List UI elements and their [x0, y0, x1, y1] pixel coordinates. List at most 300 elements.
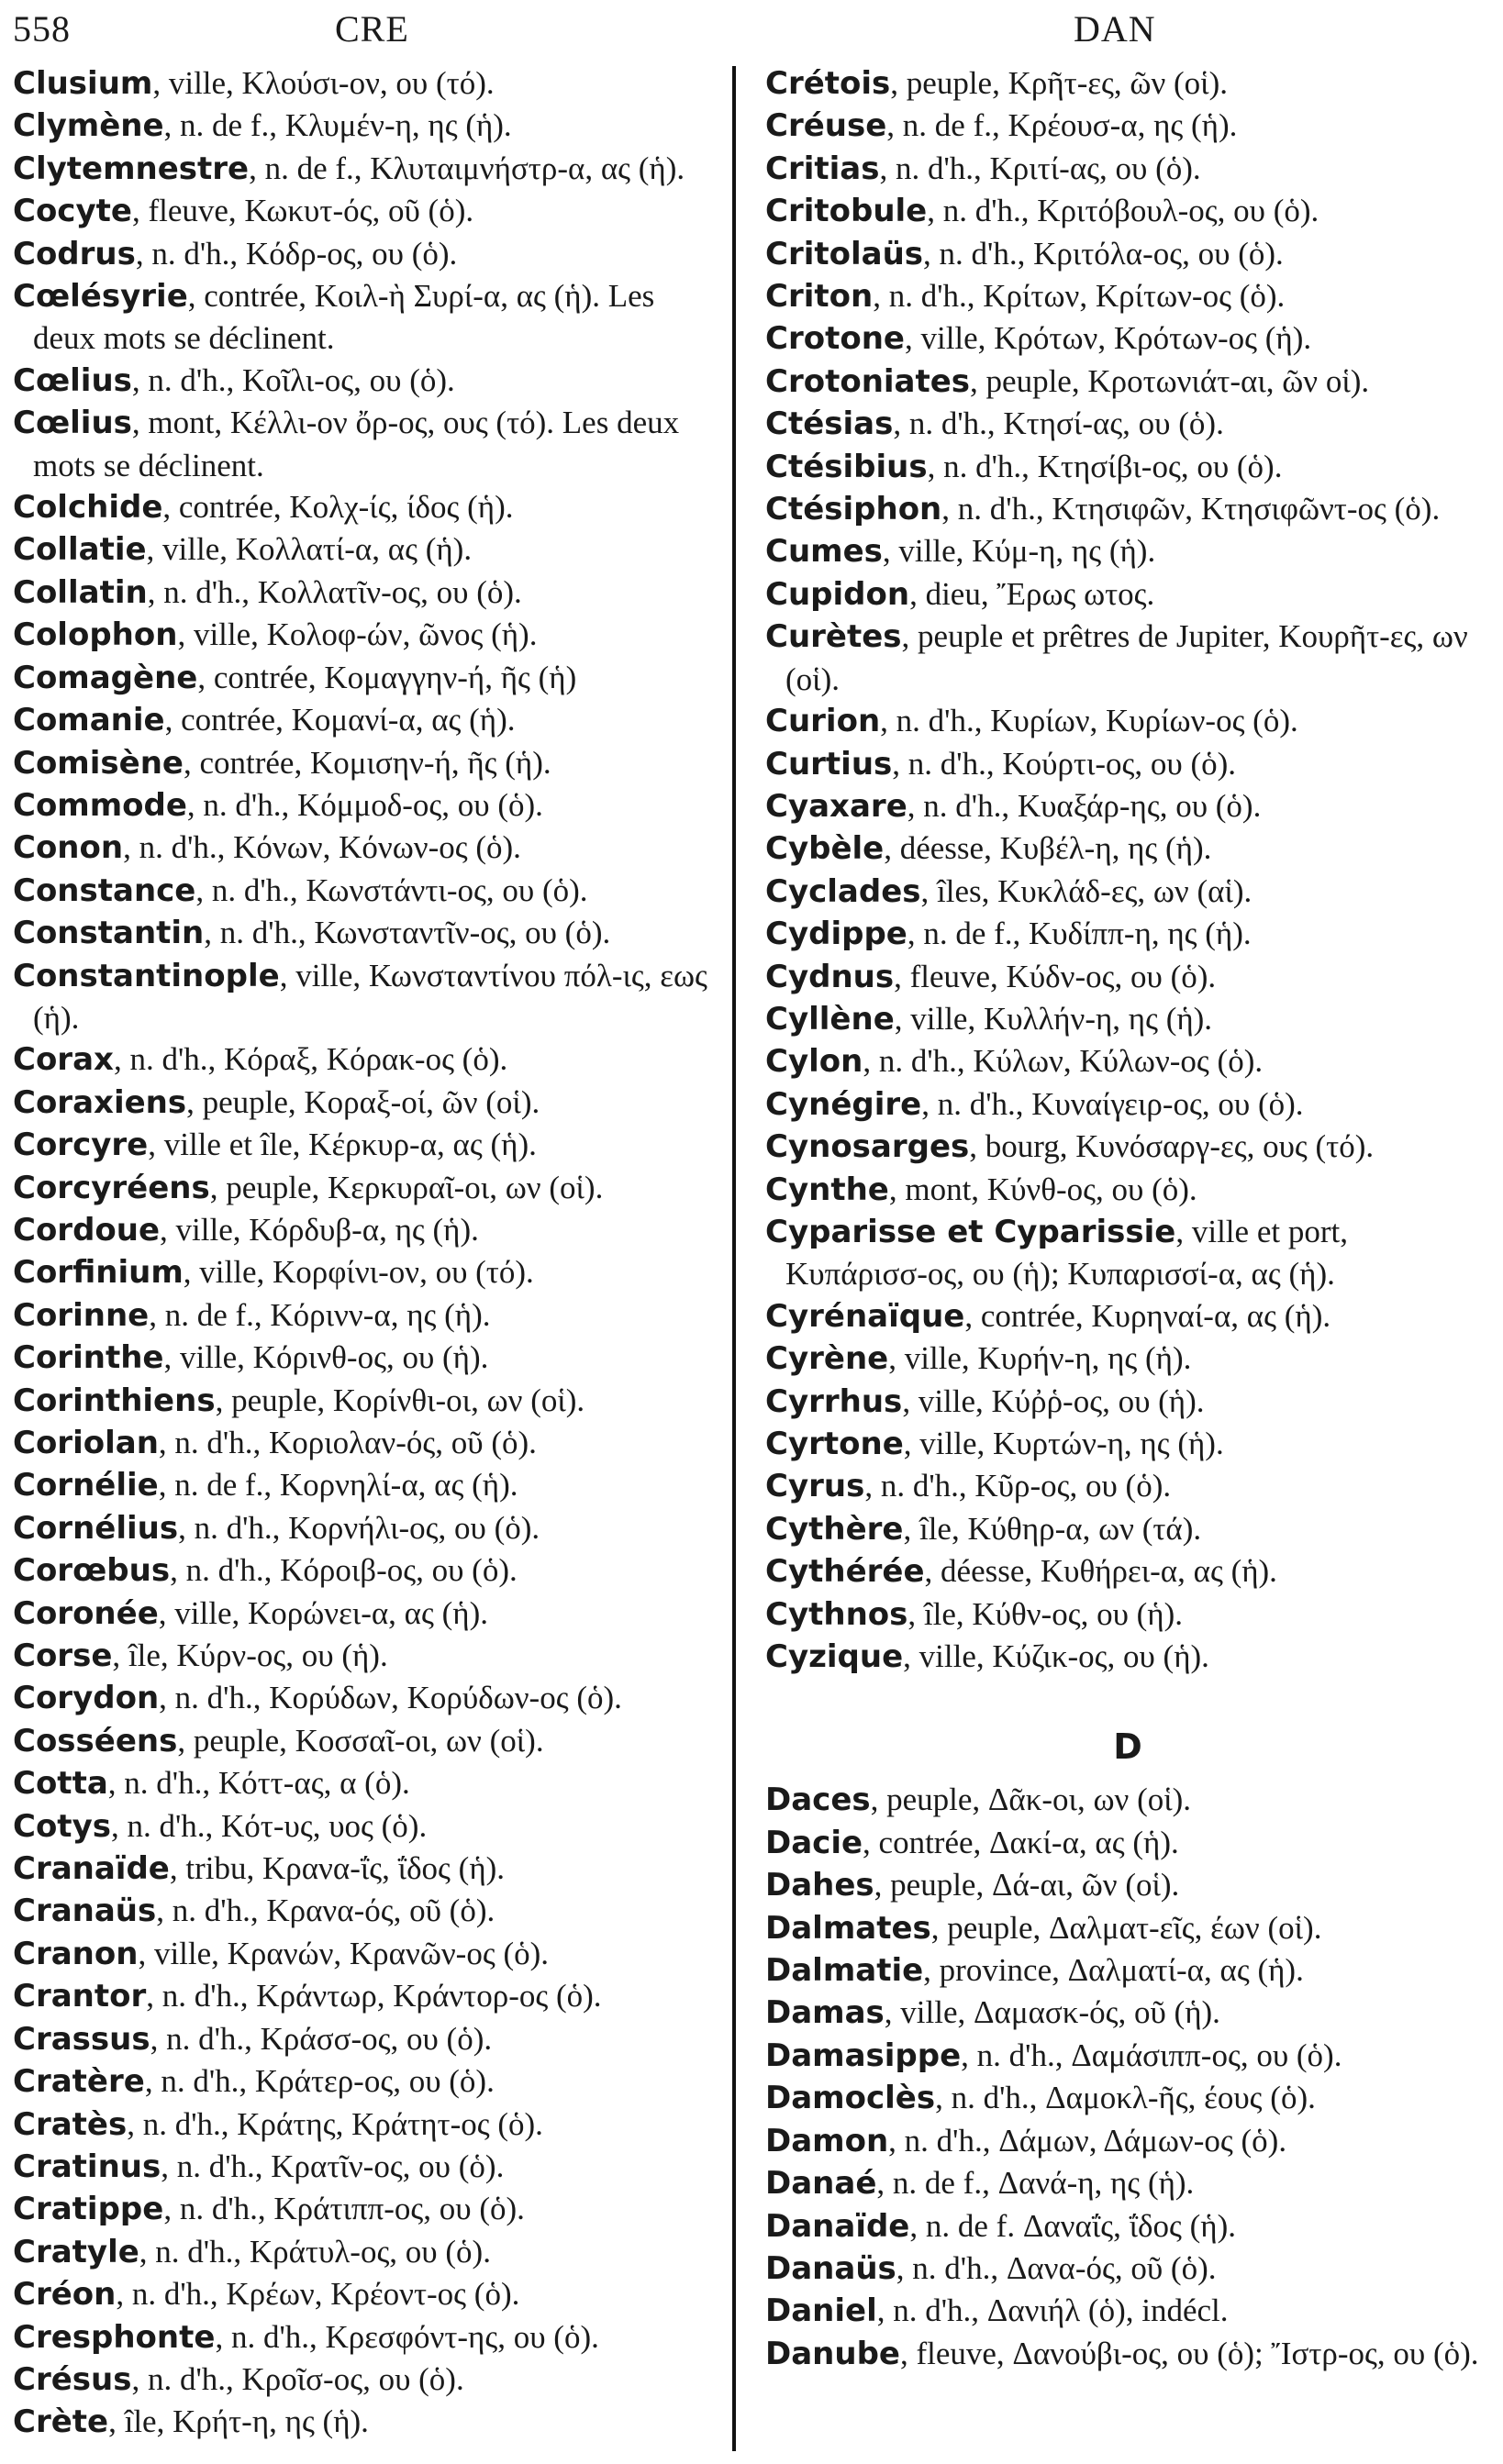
entry-definition: , contrée, Κομαγγην-ή, ῆς (ἡ): [197, 659, 577, 695]
dictionary-entry: [765, 1508, 1490, 1550]
dictionary-entry: [13, 2018, 719, 2060]
entry-definition: , ville, Κλούσι-ον, ου (τό).: [152, 65, 495, 101]
dictionary-entry: [13, 233, 719, 275]
dictionary-entry: [13, 105, 719, 147]
dictionary-entry: [13, 827, 719, 869]
dictionary-entry: [765, 2248, 1490, 2290]
entry-headword: Damon: [765, 2122, 889, 2159]
dictionary-entry: [13, 1549, 719, 1592]
entry-definition: , déesse, Κυβέλ-η, ης (ἡ).: [884, 830, 1212, 867]
entry-headword: Corfinium: [13, 1254, 184, 1292]
dictionary-entry: [13, 614, 719, 656]
entry-headword: Damasippe: [765, 2037, 962, 2074]
entry-definition: , ville, Κύῤῥ-ος, ου (ἡ).: [902, 1382, 1205, 1419]
entry-headword: Criton: [765, 278, 874, 316]
dictionary-entry: [13, 870, 719, 912]
entry-headword: Coronée: [13, 1594, 159, 1632]
entry-headword: Cornélius: [13, 1509, 179, 1547]
entry-definition: , n. d'h., Κύλων, Κύλων-ος (ὁ).: [863, 1043, 1264, 1080]
entry-definition: , peuple, Δαλματ-εῖς, έων (οἱ).: [930, 1909, 1322, 1946]
entry-headword: Cythnos: [765, 1595, 908, 1633]
entry-headword: Cythérée: [765, 1553, 925, 1591]
dictionary-entry: [765, 573, 1490, 616]
dictionary-entry: [13, 1720, 719, 1762]
dictionary-entry: [765, 1465, 1490, 1507]
entry-headword: Cyrtone: [765, 1426, 904, 1462]
dictionary-entry: [765, 446, 1490, 488]
entry-headword: Collatin: [13, 573, 148, 611]
dictionary-entry: [13, 2103, 719, 2146]
entry-headword: Cyparisse et Cyparissie: [765, 1213, 1176, 1250]
entry-definition: , peuple, Κοραξ-οί, ῶν (οἱ).: [186, 1083, 540, 1120]
entry-headword: Crète: [13, 2403, 109, 2441]
entry-headword: Codrus: [13, 235, 136, 272]
entry-headword: Corœbus: [13, 1552, 171, 1590]
dictionary-entry: [765, 190, 1490, 232]
entry-definition: , ville, Κορώνει-α, ας (ἡ).: [158, 1594, 488, 1631]
entry-headword: Cordoue: [13, 1211, 161, 1249]
entry-headword: Cotys: [13, 1807, 111, 1845]
entry-definition: , n. d'h., Κράτυλ-ος, ου (ὁ).: [139, 2233, 491, 2270]
dictionary-entry: [13, 1975, 719, 2017]
dictionary-entry: [13, 1890, 719, 1932]
dictionary-entry: [13, 1167, 719, 1209]
entry-headword: Cylon: [765, 1043, 863, 1081]
entry-definition: , n. d'h., Κρανα-ός, οῦ (ὁ).: [156, 1892, 495, 1929]
dictionary-entry: [13, 1848, 719, 1890]
dictionary-entry: [765, 317, 1490, 360]
dictionary-entry: [13, 275, 719, 360]
entry-headword: Corinne: [13, 1296, 150, 1334]
entry-headword: Ctésibius: [765, 448, 928, 485]
entry-definition: , peuple, Κερκυραῖ-οι, ων (οἱ).: [209, 1169, 604, 1205]
entry-headword: Ctésias: [765, 405, 894, 443]
dictionary-entry: [765, 275, 1490, 317]
entry-headword: Danube: [765, 2335, 900, 2372]
dictionary-entry: [13, 190, 719, 232]
entry-headword: Cresphonte: [13, 2318, 216, 2356]
dictionary-entry: [765, 700, 1490, 742]
dictionary-entry: [765, 1126, 1490, 1168]
dictionary-entry: [765, 871, 1490, 913]
entry-definition: , n. d'h., Δάμων, Δάμων-ος (ὁ).: [888, 2122, 1287, 2159]
entry-headword: Cynosarges: [765, 1128, 970, 1166]
entry-headword: Cranon: [13, 1935, 139, 1972]
dictionary-entry: [765, 530, 1490, 572]
entry-headword: Ctésiphon: [765, 491, 942, 528]
dictionary-entry: [13, 1805, 719, 1848]
entry-definition: , contrée, Κομανί-α, ας (ἡ).: [164, 702, 516, 738]
entry-definition: , ville, Κολοφ-ών, ῶνος (ἡ).: [177, 616, 538, 653]
entry-definition: , n. d'h., Κόνων, Κόνων-ος (ὁ).: [123, 829, 521, 866]
dictionary-entry: [765, 233, 1490, 275]
entry-definition: , contrée, Κυρηναί-α, ας (ἡ).: [964, 1297, 1331, 1334]
entry-definition: , n. d'h., Κυαξάρ-ης, ου (ὁ).: [907, 787, 1262, 824]
entry-definition: , ville, Κυλλήν-η, ης (ἡ).: [894, 1000, 1213, 1037]
entry-headword: Créon: [13, 2276, 117, 2314]
entry-headword: Comanie: [13, 702, 165, 739]
dictionary-entry: [13, 360, 719, 402]
dictionary-entry: [765, 1040, 1490, 1082]
dictionary-entry: [765, 998, 1490, 1040]
entry-definition: , déesse, Κυθήρει-α, ας (ἡ).: [924, 1553, 1277, 1590]
entry-definition: , n. d'h., Κῦρ-ος, ου (ὁ).: [864, 1468, 1172, 1504]
dictionary-entry: [13, 486, 719, 528]
entry-definition: , peuple et prêtres de Jupiter, Κουρῆτ-ες, ων (οἱ).: [785, 618, 1468, 697]
dictionary-entry: [765, 1907, 1490, 1949]
entry-headword: Cratyle: [13, 2233, 139, 2270]
entry-definition: , contrée, Δακί-α, ας (ἡ).: [863, 1824, 1179, 1860]
entry-definition: , ville, Κόρινθ-ος, ου (ἡ).: [163, 1339, 489, 1376]
left-guide-word: CRE: [335, 8, 409, 50]
entry-headword: Cyrus: [765, 1468, 865, 1505]
entry-headword: Créuse: [765, 107, 887, 145]
dictionary-entry: [13, 1422, 719, 1464]
dictionary-entry: [13, 148, 719, 190]
dictionary-entry: [765, 2290, 1490, 2332]
dictionary-entry: [765, 827, 1490, 870]
entry-definition: , n. d'h., Κριτόβουλ-ος, ου (ὁ).: [927, 193, 1319, 229]
dictionary-entry: [765, 1423, 1490, 1465]
entry-definition: , n. d'h., Κυρίων, Κυρίων-ος (ὁ).: [880, 703, 1298, 739]
entry-headword: Clymène: [13, 107, 164, 145]
dictionary-entry: [765, 1949, 1490, 1992]
entry-headword: Daniel: [765, 2292, 877, 2330]
entry-headword: Cyrrhus: [765, 1382, 903, 1420]
entry-definition: , île, Κύθν-ος, ου (ἡ).: [907, 1595, 1184, 1632]
dictionary-entry: [765, 913, 1490, 955]
entry-definition: , ville, Κύμ-η, ης (ἡ).: [882, 533, 1156, 570]
entry-headword: Cydnus: [765, 958, 895, 995]
dictionary-entry: [13, 1124, 719, 1166]
dictionary-entry: [765, 1295, 1490, 1337]
entry-headword: Corse: [13, 1637, 113, 1675]
entry-definition: , ville, Κορφίνι-ον, ου (τό).: [183, 1254, 534, 1291]
entry-headword: Clytemnestre: [13, 150, 250, 187]
entry-definition: , île, Κύρν-ος, ου (ἡ).: [112, 1637, 388, 1674]
entry-headword: Critias: [765, 150, 880, 187]
left-column: [13, 62, 719, 2444]
entry-definition: , n. d'h., Κριτί-ας, ου (ὁ).: [879, 150, 1201, 186]
entry-headword: Cyrénaïque: [765, 1297, 965, 1335]
right-column: [765, 62, 1490, 2375]
entry-definition: , n. d'h., Κριτόλα-ος, ου (ὁ).: [923, 235, 1284, 272]
dictionary-entry: [13, 62, 719, 105]
dictionary-entry: [765, 1779, 1490, 1821]
entry-definition: , n. d'h., Κράντωρ, Κράντορ-ος (ὁ).: [146, 1978, 602, 2014]
entry-definition: , n. d'h., Κρέων, Κρέοντ-ος (ὁ).: [116, 2276, 520, 2313]
entry-definition: , fleuve, Κωκυτ-ός, οῦ (ὁ).: [131, 193, 474, 229]
entry-definition: , dieu, Ἔρως ωτος.: [909, 575, 1155, 612]
entry-headword: Coriolan: [13, 1425, 159, 1461]
dictionary-entry: [13, 955, 719, 1039]
entry-definition: , n. d'h., Κρατῖν-ος, ου (ὁ).: [161, 2148, 505, 2184]
entry-definition: , n. de f. Δαναΐς, ΐδος (ἡ).: [909, 2207, 1236, 2244]
dictionary-entry: [13, 2359, 719, 2401]
entry-definition: , îles, Κυκλάδ-ες, ων (αἱ).: [920, 872, 1252, 909]
entry-definition: , ville, Κόρδυβ-α, ης (ἡ).: [160, 1211, 479, 1248]
entry-definition: , n. d'h., Κράτιππ-ος, ου (ὁ).: [163, 2191, 525, 2227]
entry-definition: , n. d'h., Κόμμοδ-ος, ου (ὁ).: [186, 786, 543, 823]
entry-headword: Corcyre: [13, 1127, 149, 1164]
entry-definition: , n. de f., Κρέουσ-α, ης (ἡ).: [886, 107, 1238, 144]
entry-headword: Crotone: [765, 320, 905, 358]
dictionary-entry: [765, 403, 1490, 445]
entry-headword: Corcyréens: [13, 1169, 210, 1206]
dictionary-entry: [13, 1635, 719, 1677]
entry-definition: , n. d'h., Κούρτι-ος, ου (ὁ).: [892, 745, 1237, 782]
right-guide-word: DAN: [1074, 8, 1156, 50]
entry-definition: , n. d'h., Κράτης, Κράτητ-ος (ὁ).: [127, 2105, 543, 2142]
dictionary-entry: [13, 2146, 719, 2188]
entry-definition: , ville et port, Κυπάρισσ-ος, ου (ἡ); Κυπαρισσί-α, ας (ἡ).: [785, 1213, 1348, 1293]
dictionary-entry: [13, 1464, 719, 1506]
entry-headword: Dalmates: [765, 1909, 931, 1947]
entry-definition: , n. d'h., Κωνσταντῖν-ος, ου (ὁ).: [204, 915, 611, 951]
entry-definition: , contrée, Κομισην-ή, ῆς (ἡ).: [183, 744, 551, 781]
entry-headword: Cranaüs: [13, 1892, 157, 1930]
entry-headword: Commode: [13, 786, 187, 824]
entry-definition: , contrée, Κολχ-ίς, ίδος (ἡ).: [162, 489, 514, 526]
entry-definition: , ville, Κυρτών-η, ης (ἡ).: [903, 1426, 1224, 1461]
entry-headword: Constantinople: [13, 957, 280, 994]
entry-headword: Curtius: [765, 745, 893, 782]
dictionary-entry: [13, 1209, 719, 1251]
entry-definition: , n. d'h., Κότ-υς, υος (ὁ).: [110, 1807, 428, 1844]
entry-definition: , ville, Κυρήν-η, ης (ἡ).: [888, 1340, 1192, 1377]
entry-definition: , n. d'h., Κτησίβι-ος, ου (ὁ).: [927, 448, 1283, 484]
dictionary-entry: [13, 1380, 719, 1422]
dictionary-entry: [765, 956, 1490, 998]
dictionary-entry: [13, 1933, 719, 1975]
dictionary-entry: [13, 1337, 719, 1379]
dictionary-entry: [765, 785, 1490, 827]
dictionary-entry: [765, 1083, 1490, 1126]
entry-definition: , n. d'h., Δανιήλ (ὁ), indécl.: [876, 2292, 1229, 2329]
right-column-c-entries: [765, 62, 1490, 1678]
entry-definition: , n. de f., Δανά-η, ης (ἡ).: [876, 2165, 1195, 2202]
entry-headword: Constantin: [13, 915, 205, 952]
entry-headword: Daces: [765, 1781, 871, 1819]
entry-headword: Cratère: [13, 2063, 145, 2101]
entry-definition: , île, Κρήτ-η, ης (ἡ).: [108, 2403, 369, 2440]
dictionary-entry: [13, 1294, 719, 1337]
entry-headword: Curètes: [765, 618, 902, 656]
entry-definition: , n. d'h., Κοριολαν-ός, οῦ (ὁ).: [158, 1425, 537, 1460]
entry-definition: , peuple, Κορίνθι-οι, ων (οἱ).: [215, 1382, 585, 1418]
entry-definition: , peuple, Δά-αι, ῶν (οἱ).: [874, 1867, 1180, 1903]
entry-headword: Corinthe: [13, 1339, 164, 1377]
entry-headword: Crétois: [765, 65, 891, 102]
dictionary-entry: [13, 1251, 719, 1293]
entry-headword: Cyrène: [765, 1340, 889, 1378]
dictionary-entry: [765, 1381, 1490, 1423]
entry-headword: Colophon: [13, 616, 178, 654]
section-letter: D: [1113, 1726, 1142, 1768]
entry-headword: Comisène: [13, 744, 184, 782]
dictionary-entry: [765, 2205, 1490, 2248]
dictionary-entry: [765, 62, 1490, 105]
entry-headword: Crassus: [13, 2020, 150, 2058]
dictionary-entry: [13, 699, 719, 741]
dictionary-entry: [13, 1762, 719, 1804]
entry-headword: Constance: [13, 871, 196, 909]
entry-definition: , n. d'h., Κράτερ-ος, ου (ὁ).: [144, 2063, 495, 2100]
entry-headword: Danaïde: [765, 2207, 910, 2245]
dictionary-entry: [765, 488, 1490, 530]
entry-headword: Cratès: [13, 2105, 128, 2143]
entry-headword: Crésus: [13, 2360, 132, 2398]
entry-headword: Corax: [13, 1041, 114, 1079]
dictionary-entry: [765, 2162, 1490, 2204]
entry-headword: Comagène: [13, 659, 198, 696]
dictionary-entry: [765, 2120, 1490, 2162]
entry-definition: , n. d'h., Δαμοκλ-ῆς, έους (ὁ).: [935, 2080, 1316, 2116]
dictionary-entry: [765, 2333, 1490, 2375]
entry-definition: , peuple, Κροτωνιάτ-αι, ῶν οἱ).: [970, 362, 1370, 399]
entry-headword: Corinthiens: [13, 1382, 216, 1419]
dictionary-entry: [765, 743, 1490, 785]
entry-headword: Cyzique: [765, 1638, 904, 1676]
entry-headword: Cybèle: [765, 830, 885, 868]
dictionary-entry: [13, 2316, 719, 2359]
entry-definition: , ville, Κολλατί-α, ας (ἡ).: [146, 531, 473, 568]
entry-headword: Critolaüs: [765, 235, 924, 272]
entry-definition: , fleuve, Κύδν-ος, ου (ὁ).: [894, 958, 1217, 994]
entry-headword: Cydippe: [765, 916, 907, 953]
entry-headword: Dalmatie: [765, 1952, 924, 1990]
entry-definition: , île, Κύθηρ-α, ων (τά).: [903, 1510, 1202, 1547]
dictionary-entry: [765, 2035, 1490, 2077]
entry-headword: Cupidon: [765, 575, 910, 613]
entry-headword: Danaüs: [765, 2249, 896, 2287]
entry-headword: Corydon: [13, 1680, 160, 1717]
dictionary-entry: [13, 2401, 719, 2443]
dictionary-entry: [765, 1593, 1490, 1636]
entry-headword: Clusium: [13, 65, 153, 102]
entry-headword: Cœlésyrie: [13, 278, 188, 316]
entry-definition: , n. d'h., Δαμάσιππ-ος, ου (ὁ).: [961, 2037, 1342, 2073]
entry-headword: Cœlius: [13, 405, 132, 442]
page-number: 558: [13, 8, 71, 50]
dictionary-entry: [765, 2077, 1490, 2119]
entry-definition: , province, Δαλματί-α, ας (ἡ).: [923, 1952, 1304, 1989]
dictionary-entry: [765, 616, 1490, 700]
entry-definition: , ville, Κύζικ-ος, ου (ἡ).: [903, 1638, 1209, 1675]
entry-definition: , n. d'h., Κτησί-ας, ου (ὁ).: [893, 405, 1224, 442]
dictionary-entry: [765, 1337, 1490, 1380]
entry-definition: , n. d'h., Δανα-ός, οῦ (ὁ).: [896, 2249, 1217, 2286]
entry-headword: Crotoniates: [765, 362, 971, 400]
entry-headword: Damas: [765, 1994, 885, 2032]
dictionary-entry: [13, 2273, 719, 2315]
dictionary-entry: [13, 2060, 719, 2103]
entry-headword: Dacie: [765, 1824, 863, 1861]
entry-definition: , n. d'h., Κορύδων, Κορύδων-ος (ὁ).: [159, 1680, 622, 1716]
dictionary-entry: [765, 1169, 1490, 1211]
dictionary-entry: [765, 148, 1490, 190]
entry-headword: Cratinus: [13, 2148, 161, 2185]
dictionary-entry: [13, 912, 719, 954]
entry-definition: , n. de f., Κλυμέν-η, ης (ἡ).: [163, 107, 512, 144]
dictionary-entry: [765, 361, 1490, 403]
entry-headword: Cyaxare: [765, 787, 907, 825]
entry-definition: , n. d'h., Κροῖσ-ος, ου (ὁ).: [131, 2360, 464, 2397]
entry-definition: , n. d'h., Κράσσ-ος, ου (ὁ).: [150, 2020, 493, 2057]
entry-definition: , n. de f., Κόρινν-α, ης (ἡ).: [149, 1296, 491, 1333]
entry-headword: Cynégire: [765, 1085, 922, 1123]
entry-headword: Crantor: [13, 1978, 147, 2015]
entry-headword: Cyllène: [765, 1000, 895, 1038]
entry-definition: , contrée, Κοιλ-ὴ Συρί-α, ας (ἡ). Les deux mots se déclinent.: [33, 278, 655, 357]
entry-definition: , peuple, Δᾶκ-οι, ων (οἱ).: [870, 1781, 1192, 1818]
entry-headword: Cocyte: [13, 193, 132, 230]
entry-definition: , n. d'h., Κολλατῖν-ος, ου (ὁ).: [147, 573, 522, 610]
entry-definition: , n. d'h., Κοῖλι-ος, ου (ὁ).: [131, 361, 455, 398]
entry-definition: , n. d'h., Κρεσφόντ-ης, ου (ὁ).: [215, 2318, 599, 2355]
dictionary-entry: [13, 1593, 719, 1635]
entry-definition: , n. d'h., Κτησιφῶν, Κτησιφῶντ-ος (ὁ).: [941, 491, 1441, 527]
entry-definition: , ville et île, Κέρκυρ-α, ας (ἡ).: [148, 1127, 537, 1163]
dictionary-entry: [13, 1082, 719, 1124]
right-column-d-entries: [765, 1779, 1490, 2375]
entry-headword: Cranaïde: [13, 1850, 170, 1888]
entry-headword: Cynthe: [765, 1171, 889, 1208]
entry-definition: , bourg, Κυνόσαργ-ες, ους (τό).: [969, 1128, 1375, 1165]
entry-definition: , n. d'h., Κυναίγειρ-ος, ου (ὁ).: [921, 1085, 1304, 1122]
entry-definition: , ville, Δαμασκ-ός, οῦ (ἡ).: [884, 1994, 1220, 2031]
entry-definition: , tribu, Κρανα-ΐς, ΐδος (ἡ).: [169, 1850, 506, 1887]
dictionary-entry: [765, 1550, 1490, 1593]
entry-headword: Cumes: [765, 533, 883, 571]
entry-headword: Curion: [765, 703, 881, 740]
entry-definition: , n. d'h., Κόραξ, Κόρακ-ος (ὁ).: [113, 1041, 508, 1078]
dictionary-entry: [13, 528, 719, 571]
entry-headword: Cœlius: [13, 361, 132, 399]
entry-definition: , peuple, Κοσσαῖ-οι, ων (οἱ).: [177, 1722, 544, 1759]
entry-headword: Coraxiens: [13, 1083, 187, 1121]
dictionary-entry: [13, 2231, 719, 2273]
dictionary-entry: [765, 1864, 1490, 1906]
dictionary-entry: [13, 784, 719, 827]
entry-headword: Cotta: [13, 1765, 108, 1803]
entry-definition: , mont, Κύνθ-ος, ου (ὁ).: [888, 1171, 1197, 1207]
entry-definition: , n. de f., Κορνηλί-α, ας (ἡ).: [158, 1467, 518, 1504]
entry-headword: Colchide: [13, 489, 163, 527]
entry-headword: Collatie: [13, 531, 147, 569]
entry-definition: , ville, Κρότων, Κρότων-ος (ἡ).: [904, 320, 1312, 357]
dictionary-entry: [765, 1822, 1490, 1864]
entry-definition: , mont, Κέλλι-ον ὄρ-ος, ους (τό). Les deux mots se déclinent.: [33, 405, 680, 483]
dictionary-entry: [13, 572, 719, 614]
entry-definition: , fleuve, Δανούβι-ος, ου (ὁ); Ἴστρ-ος, ου (ὁ).: [899, 2335, 1479, 2371]
entry-definition: , n. d'h., Κόδρ-ος, ου (ὁ).: [135, 235, 458, 272]
dictionary-entry: [13, 402, 719, 486]
entry-headword: Cratippe: [13, 2191, 164, 2228]
dictionary-entry: [765, 1211, 1490, 1295]
entry-definition: , ville, Κρανών, Κρανῶν-ος (ὁ).: [138, 1935, 550, 1971]
entry-headword: Damoclès: [765, 2080, 936, 2117]
entry-definition: , n. d'h., Κωνστάντι-ος, ου (ὁ).: [195, 871, 588, 908]
entry-definition: , n. de f., Κυδίππ-η, ης (ἡ).: [907, 916, 1252, 952]
entry-headword: Cyclades: [765, 872, 921, 910]
dictionary-entry: [13, 1677, 719, 1719]
entry-definition: , ville, Κωνσταντίνου πόλ-ις, εως (ἡ).: [33, 957, 707, 1036]
dictionary-entry: [13, 1038, 719, 1081]
entry-headword: Danaé: [765, 2165, 877, 2203]
entry-definition: , n. d'h., Κρίτων, Κρίτων-ος (ὁ).: [873, 278, 1286, 315]
entry-headword: Dahes: [765, 1867, 874, 1904]
